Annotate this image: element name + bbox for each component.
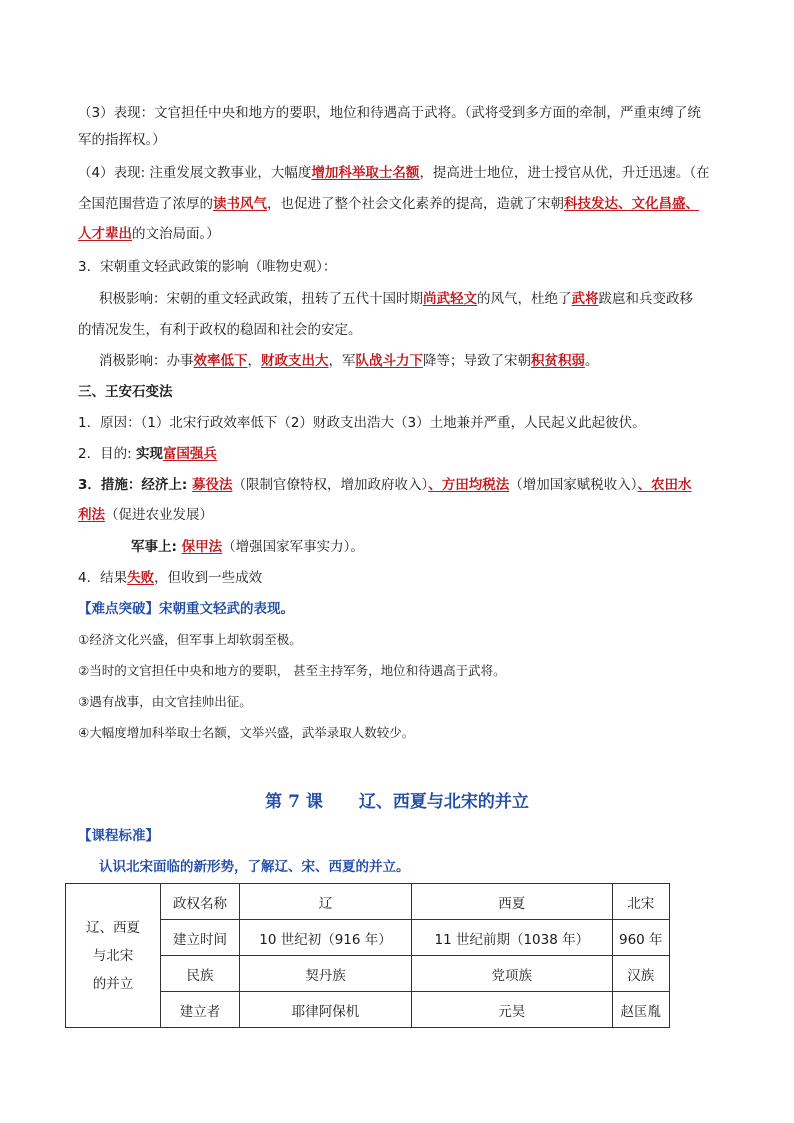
key-term: 募役法 bbox=[192, 477, 233, 493]
text: 消极影响：办事 bbox=[99, 353, 194, 369]
reform-measures-line-1 bbox=[78, 475, 728, 495]
reform-cause: 1．原因：（1）北宋行政效率低下（2）财政支出浩大（3）土地兼并严重，人民起义此起彼伏。 bbox=[78, 415, 646, 431]
text: 降等；导致了宋朝 bbox=[423, 353, 531, 369]
text: 3．措施：经济上: bbox=[78, 477, 192, 493]
table-cell-label: 政权名称 bbox=[161, 884, 240, 920]
table-cell: 11 世纪前期（1038 年） bbox=[412, 920, 613, 956]
breakthrough-item: ①经济文化兴盛，但军事上却软弱至极。 bbox=[78, 632, 302, 647]
key-term: 增加科举取士名额 bbox=[311, 165, 420, 181]
key-term: 、方田均税法 bbox=[428, 477, 510, 493]
text: （促进农业发展） bbox=[105, 507, 213, 523]
text: 实现 bbox=[135, 446, 163, 462]
text: 全国范围营造了浓厚的 bbox=[78, 196, 213, 212]
key-term: 读书风气 bbox=[213, 196, 267, 212]
text: （限制官僚特权，增加政府收入） bbox=[232, 477, 429, 493]
text: （增强国家军事实力）。 bbox=[222, 539, 364, 555]
impact-heading: 3．宋朝重文轻武政策的影响（唯物史观）： bbox=[78, 259, 337, 275]
key-term: 效率低下 bbox=[193, 353, 248, 369]
text: 2．目的: bbox=[78, 446, 136, 462]
text: ，但收到一些成效 bbox=[154, 570, 263, 586]
key-term: 科技发达、文化昌盛、 bbox=[564, 196, 699, 212]
key-term: 积贫积弱 bbox=[531, 353, 585, 369]
text: 。 bbox=[585, 353, 599, 369]
paragraph-4-line-2 bbox=[78, 194, 728, 214]
lesson-number: 第 7 课 bbox=[265, 792, 323, 812]
table-cell: 10 世纪初（916 年） bbox=[240, 920, 412, 956]
key-term: 财政支出大 bbox=[261, 353, 329, 369]
table-cell: 西夏 bbox=[412, 884, 613, 920]
breakthrough-item: ③遇有战事，由文官挂帅出征。 bbox=[78, 694, 252, 709]
lesson-title bbox=[0, 787, 794, 812]
text: 的文治局面。） bbox=[132, 226, 220, 242]
reform-military bbox=[131, 537, 781, 557]
key-term: 人才辈出 bbox=[78, 226, 132, 242]
text: ，军 bbox=[328, 353, 356, 369]
regimes-table bbox=[65, 883, 670, 1028]
table-row-header bbox=[66, 884, 161, 1028]
paragraph-4-line-3 bbox=[78, 224, 728, 244]
key-term: 、农田水 bbox=[637, 477, 692, 493]
text: ，也促进了整个社会文化素养的提高，造就了宋朝 bbox=[267, 196, 564, 212]
key-term: 利法 bbox=[78, 507, 105, 523]
table-cell: 赵匡胤 bbox=[612, 992, 669, 1028]
breakthrough-item: ②当时的文官担任中央和地方的要职， 甚至主持军务，地位和待遇高于武将。 bbox=[78, 663, 506, 678]
key-term: 富国强兵 bbox=[162, 446, 217, 462]
table-cell: 960 年 bbox=[612, 920, 669, 956]
positive-impact-line-2: 的情况发生，有利于政权的稳固和社会的安定。 bbox=[78, 322, 362, 338]
key-term: 武将 bbox=[571, 291, 599, 307]
paragraph-4-line-1 bbox=[78, 163, 728, 183]
text: ，提高进士地位，进士授官从优，升迁迅速。（在 bbox=[419, 165, 710, 181]
text: 4．结果 bbox=[78, 570, 128, 586]
curriculum-standard-heading: 【课程标准】 bbox=[78, 828, 159, 844]
table-cell: 耶律阿保机 bbox=[240, 992, 412, 1028]
table-cell: 北宋 bbox=[612, 884, 669, 920]
text: 的风气，杜绝了 bbox=[477, 291, 572, 307]
text: （4）表现: 注重发展文教事业，大幅度 bbox=[78, 165, 312, 181]
text: 积极影响：宋朝的重文轻武政策，扭转了五代十国时期 bbox=[99, 291, 423, 307]
key-term: 保甲法 bbox=[181, 539, 223, 555]
key-term: 失败 bbox=[127, 570, 155, 586]
breakthrough-item: ④大幅度增加科举取士名额，文举兴盛，武举录取人数较少。 bbox=[78, 725, 415, 740]
table-cell-label: 建立者 bbox=[161, 992, 240, 1028]
negative-impact-line bbox=[99, 351, 749, 371]
row-header-line: 与北宋 bbox=[92, 947, 134, 964]
table-cell: 党项族 bbox=[412, 956, 613, 992]
reform-measures-line-2 bbox=[78, 505, 728, 525]
key-term: 尚武轻文 bbox=[423, 291, 477, 307]
positive-impact-line-1 bbox=[99, 289, 749, 309]
curriculum-standard-text: 认识北宋面临的新形势，了解辽、宋、西夏的并立。 bbox=[99, 859, 410, 875]
row-header-line: 辽、西夏 bbox=[86, 919, 140, 936]
reform-result bbox=[78, 568, 728, 588]
reform-goal bbox=[78, 444, 728, 464]
table-cell: 元昊 bbox=[412, 992, 613, 1028]
key-term: 队战斗力下 bbox=[355, 353, 423, 369]
reform-heading: 三、王安石变法 bbox=[78, 384, 173, 400]
text: 军事上: bbox=[131, 539, 182, 555]
row-header-line: 的并立 bbox=[92, 975, 134, 992]
paragraph-3-line-2: 军的指挥权。） bbox=[78, 132, 166, 148]
table-row bbox=[66, 884, 670, 920]
table-cell: 辽 bbox=[240, 884, 412, 920]
text: ， bbox=[247, 353, 261, 369]
table-cell-label: 建立时间 bbox=[161, 920, 240, 956]
text: 跋扈和兵变政移 bbox=[598, 291, 693, 307]
lesson-name: 辽、西夏与北宋的并立 bbox=[358, 792, 529, 812]
table-cell: 汉族 bbox=[612, 956, 669, 992]
breakthrough-heading: 【难点突破】宋朝重文轻武的表现。 bbox=[78, 601, 294, 617]
paragraph-3-line-1: （3）表现：文官担任中央和地方的要职，地位和待遇高于武将。（武将受到多方面的牵制，严重束缚了统 bbox=[78, 105, 701, 121]
table-cell: 契丹族 bbox=[240, 956, 412, 992]
text: （增加国家赋税收入） bbox=[509, 477, 638, 493]
table-cell-label: 民族 bbox=[161, 956, 240, 992]
